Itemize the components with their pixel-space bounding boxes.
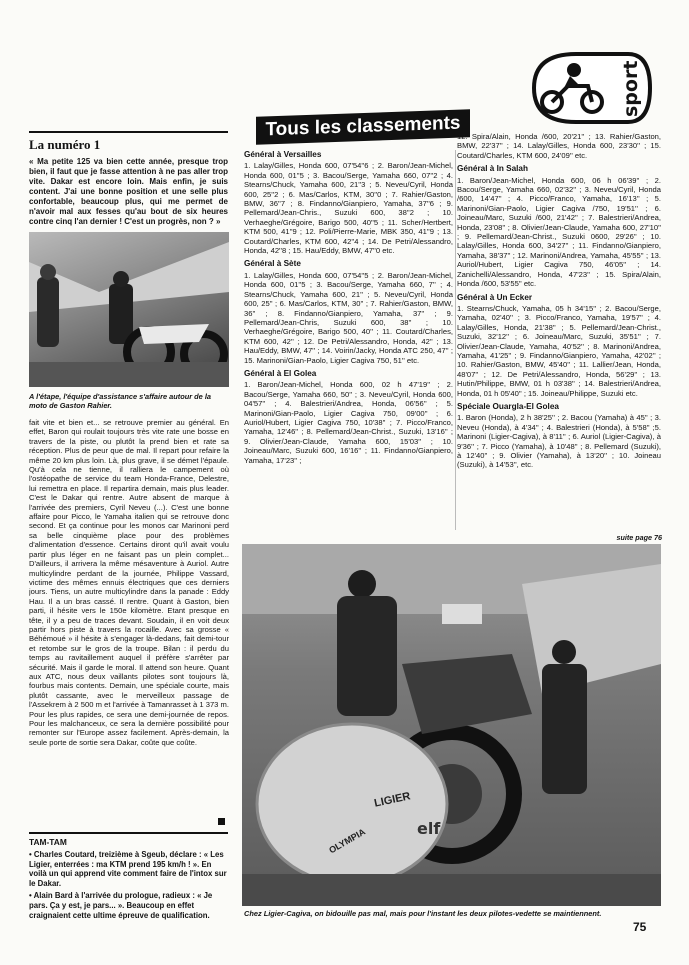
tamtam-box — [29, 832, 228, 934]
class-title: Général à Sète — [244, 259, 301, 269]
classements-col2 — [457, 132, 661, 532]
class-block — [244, 369, 453, 465]
page-number: 75 — [633, 920, 647, 934]
sport-logo — [528, 48, 654, 128]
class-text: 1. Baron/Jean-Michel, Honda 600, 02 h 47'19'' ; 2. Bacou/Serge, Yamaha 660, 50'' ; 3. Neveu/Cyril, Honda 600, 04'57'' ; 4. Balestrieri/Andrea, Honda, 06'56'' ; 5. Marinoni/Gian-Paolo, Ligier Cagiva 750, 09'00'' ; 6. Auriol/Hubert, Ligier Cagiva 750, 10'38'' ; 7. Picco/Franco, Yamaha, 12'46'' ; 8. Pellemard/Jean-Christ., Suzuki, 13'16'' ; 9. Olivier/Jean-Claude, Yamaha 600, 15'03'' ; 10. Joineau/Marc, Suzuki 600, 16'16'' ; 11. Findanno/Gianpiero, Yamaha, 17'23'' ; — [244, 380, 453, 465]
class-title: Général à In Salah — [457, 164, 528, 174]
tamtam-item2-name: Alain Bard — [33, 891, 73, 901]
class-block — [244, 150, 453, 255]
classements-col1 — [244, 150, 453, 544]
sign-elf: elf — [417, 819, 441, 838]
sign-olympia: OLYMPIA — [327, 826, 367, 856]
photo-ligier-cagiva — [242, 544, 661, 906]
column-divider — [455, 150, 456, 530]
class-title: Spéciale Ouargla-El Golea — [457, 401, 559, 411]
continued-label: suite page 76 — [616, 533, 662, 542]
photo2-caption: Chez Ligier-Cagiva, on bidouille pas mal, mais pour l'instant les deux pilotes-vedette se maintiennent. — [244, 909, 602, 918]
class-block — [244, 259, 453, 364]
class-block — [457, 164, 661, 288]
tamtam-title: TAM-TAM — [29, 837, 67, 847]
tamtam-item2: • Alain Bard à l'arrivée du prologue, radieux : « Je pars. Ça y est, je pars... ». Beaucoup en effet craignaient cette ultime épreuve de qualification. — [29, 891, 213, 920]
class-block — [457, 132, 661, 160]
class-text: 12. Spira/Alain, Honda /600, 20'21'' ; 13. Rahier/Gaston, BMW, 22'37'' ; 14. Lalay/Gilles, Honda 600, 23'30'' ; 15. Coutard/Charles, KTM 600, 24'09'' etc. — [457, 132, 661, 160]
class-block — [457, 293, 661, 398]
numero1-box — [29, 131, 228, 235]
class-block — [457, 402, 661, 470]
photo1-caption: A l'étape, l'équipe d'assistance s'affaire autour de la moto de Gaston Rahier. — [29, 392, 212, 410]
tamtam-item1: • Charles Coutard, treizième à Sgeub, déclare : « Les Ligier, enterrées : ma KTM prend 195 km/h ! ». En voilà un qui apprend vite comment faire de l'intox sur le Dakar. — [29, 850, 227, 888]
sign-ligier: LIGIER — [373, 790, 412, 810]
photo-assistance — [29, 232, 229, 387]
end-mark — [218, 818, 225, 825]
box-title: La numéro 1 — [29, 137, 101, 152]
class-text: 1. Stearns/Chuck, Yamaha, 05 h 34'15'' ; 2. Bacou/Serge, Yamaha, 02'40'' ; 3. Picco/Franco, Yamaha, 19'57'' ; 4. Lalay/Gilles, Honda, 21'38'' ; 5. Pellemard/Jean-Christ., Suzuki, 32'12'' ; 6. Joineau/Marc, Suzuki, 35'51'' ; 7. Olivier/Jean-Claude, Yamaha, 40'52'' ; 8. Marinoni/Andrea, Yamaha, 41'25'' ; 9. Findanno/Gianpiero, Yamaha, 42'02'' ; 10. Rahier/Gaston, BMW, 45'40'' ; 11. Lallier/Jean, Honda, 48'07'' ; 12. De Petri/Alessandro, Honda, 56'29'' ; 13. Hutin/Philippe, BMW, 01 h 03'38'' ; 14. Balestrieri/Andrea, Honda, 01 h 05'40'' ; 15. Joineau/Philippe, Suzuki etc. — [457, 303, 661, 398]
class-title: Général à Un Ecker — [457, 292, 533, 302]
tamtam-item1-name: Charles Coutard, — [33, 850, 97, 859]
tamtam-item2-text: à l'arrivée du prologue, radieux : « Je pars. Ça y est, je pars... ». Beaucoup en effet craignaient cette ultime épreuve de qualification. — [29, 891, 213, 920]
class-text: 1. Baron (Honda), 2 h 38'25'' ; 2. Bacou (Yamaha) à 45'' ; 3. Neveu (Honda), à 4'34'' ; 4. Balestrieri (Honda), à 5'58'' ;5. Marinoni (Ligier-Cagiva), à 8'11'' ; 6. Auriol (Ligier-Cagiva), à 9'36'' ; 7. Picco (Yamaha), à 10'48'' ; 8. Pellemard (Suzuki), à 12'40'' ; 9. Olivier (Yamaha), à 13'20'' ; 10. Joineau (Suzuki), à 14'53'', etc. — [457, 413, 661, 470]
class-title: Général à Versailles — [244, 150, 322, 159]
class-text: 1. Lalay/Gilles, Honda 600, 07'54''5 ; 2. Baron/Jean-Michel, Honda 600, 01''5 ; 3. Bacou/Serge, Yamaha 660, 7'' ; 4. Stearns/Chuck, Yamaha 600, 21'' ; 5. Neveu/Cyril, Honda 600, 25'' ; 6. Mas/Carlos, KTM, 30'' ; 7. Rahier/Gaston, BMW, 36'' ; 8. Findanno/Gianpiero, Yamaha, 37'' ; 9. Pellemard/Jean-Chris, Suzuki 600, 38'' ; 10. Verhaeghe/Grégoire, Barigo 500, 40'' ; 11. Coutard/Charles, KTM 600, 42'' ; 12. De Petri/Alessandro, Honda, 42'' ; 13. Hau/Eddy, BMW, 47'' ; 14. Voirin/Jacky, Honda ATC 250, 47'' ; 15. Marinoni/Gian-Paolo, Ligier Cagiva 750, 51'' etc. — [244, 270, 453, 365]
tamtam-item1-text: treizième à Sgeub, déclare : « Les Ligier, enterrées : ma KTM prend 195 km/h ! ». En voilà un qui apprend vite comment faire de l'intox sur le Dakar. — [29, 850, 227, 888]
section-label: sport — [620, 60, 642, 118]
class-title: Général à El Golea — [244, 368, 317, 378]
class-text: 1. Baron/Jean-Michel, Honda 600, 06 h 06'39'' ; 2. Bacou/Serge, Yamaha 660, 02'32'' ; 3. Neveu/Cyril, Honda /600, 14'47'' ; 4. Picco/Franco, Yamaha, 16'13'' ; 5. Marinoni/Gian-Paolo, Ligier Cagiva /750, 19'51'' ; 6. Joineau/Marc, Suzuki /600, 21'42'' ; 7. Balestrieri/Andrea, Honda, 23'08'' ; 8. Olivier/Jean-Claude, Yamaha 600, 27'10'' ; 9. Pellemard/Jean-Christ., Suzuki 0600, 29'26'' ; 10. Lalay/Gilles, Honda 600, 34'27'' ; 11. Findanno/Gianpiero, Yamaha, 38'37'' ; 12. Marinoni/Andrea, Yamaha, 45'55'' ; 13. Auriol/Hubert, Ligier Cagiva 750, 46'05'' ; 14. Zanichelli/Alessandro, Honda, 47'23'' ; 15. Spira/Alain, Honda /600, 53'55'' etc. — [457, 175, 661, 289]
box-quote: « Ma petite 125 va bien cette année, presque trop bien, il faut que je fasse attention à ne pas aller trop vite. Dakar est encore loin. Mais enfin, je suis content. J'ai une bonne position et une selle plus confortable, beaucoup plus, qui me permet de n'avoir mal aux fesses qu'au bout de six heures contre cinq l'an dernier ! C'est un progrès, non ? » — [29, 157, 228, 226]
banner-title: Tous les classements — [256, 109, 470, 144]
article-body: fait vite et bien et... se retrouve premier au général. En effet, Baron qui roulait toujours très vite rate une bosse en travers de la piste, ou plutôt la prend bien et rate sa réception. Plus de peur que de mal. Il repart pour refaire la même 20 km plus loin. Là, plus grave, il se démet l'épaule. Qu'à cela ne tienne, il ralliera le campement où l'ostéopathe de service du team Honda-France, Delestre, lui remettra en place. Il repartira demain, mais plus leader. C'est le Dakar qui rentre. Autre absent de marque à l'arrivée des premiers, Cyril Neveu (...). C'est une bonne affaire pour Picco, le Yamaha italien qui se retrouve donc second. Et ça continue pour les monos car Marinoni perd sa belle cinquième place pour des problèmes d'alimentation d'essence. Certains diront qu'il avait voulu partir plus léger en ne faisant pas un plein complet... D'ailleurs, il arrivera la même mésaventure à Auriol. Autre multicylindre perdant de la journée, Philippe Vassard, victime des mêmes ennuis électriques que ces derniers jours. Tiens, un autre multicylindre dans la panade : Eddy Hau. Il a un bras cassé. Il rentre. Quant à Gaston, bien parti, il hésite vers le 150e kilomètre. Etant presque en tête, il y a peu de traces devant. Soudain, il en voit deux partir hors piste à travers la rocaille. Avec sa grosse « Béhémoué » il hésite à s'engager là-dedans, fait demi-tour et retombe sur le gros de la troupe. Bilan : il perdu du temps au ravitaillement auquel il préfère s'arrêter par sécurité. Mais il garde le moral. Il attend son heure. Quant aux ATC, nous deux vaillants pilotes sont toujours là, fourbus mais contents. Demain, une spéciale courte, mais plutôt cassante, avec le merveilleux passage de l'Assekrem à 2 500 m et l'arrivée à Tamanrasset à 1 373 m. Pour les plus rapides, ce sera une demi-journée de repos. Pour les malchanceux, ce sera la dernière possibilité pour remonter sur l'Europe assez facilement. Après-demain, la seule porte de sortie sera Dakar, coûte que coûte. — [29, 418, 229, 747]
class-text: 1. Lalay/Gilles, Honda 600, 07'54''6 ; 2. Baron/Jean-Michel, Honda 600, 01''5 ; 3. Bacou/Serge, Yamaha 660, 07''2 ; 4. Stearns/Chuck, Yamaha 600, 21''3 ; 5. Neveu/Cyril, Honda 600, 25''2 ; 6. Mas/Carlos, KTM, 30''0 ; 7. Rahier/Gaston, BMW, 36''7 ; 8. Findanno/Gianpiero, Yamaha, 37''6 ; 9. Pellemard/Jean-Chris., Suzuki 600, 38''2 ; 10. Verhaeghe/Grégoire, Barigo 500, 40''5 ; 11. Scher/Hertbert, KTM 500, 41''9 ; 12. Poli/Pierre-Marie, MBK 350, 41''9 ; 13. Coutard/Charles, KTM 600, 42''4 ; 14. De Petri/Alessandro, Honda, 42''8 ; 15. Hau/Eddy, BMW, 47''0 etc. — [244, 161, 453, 256]
